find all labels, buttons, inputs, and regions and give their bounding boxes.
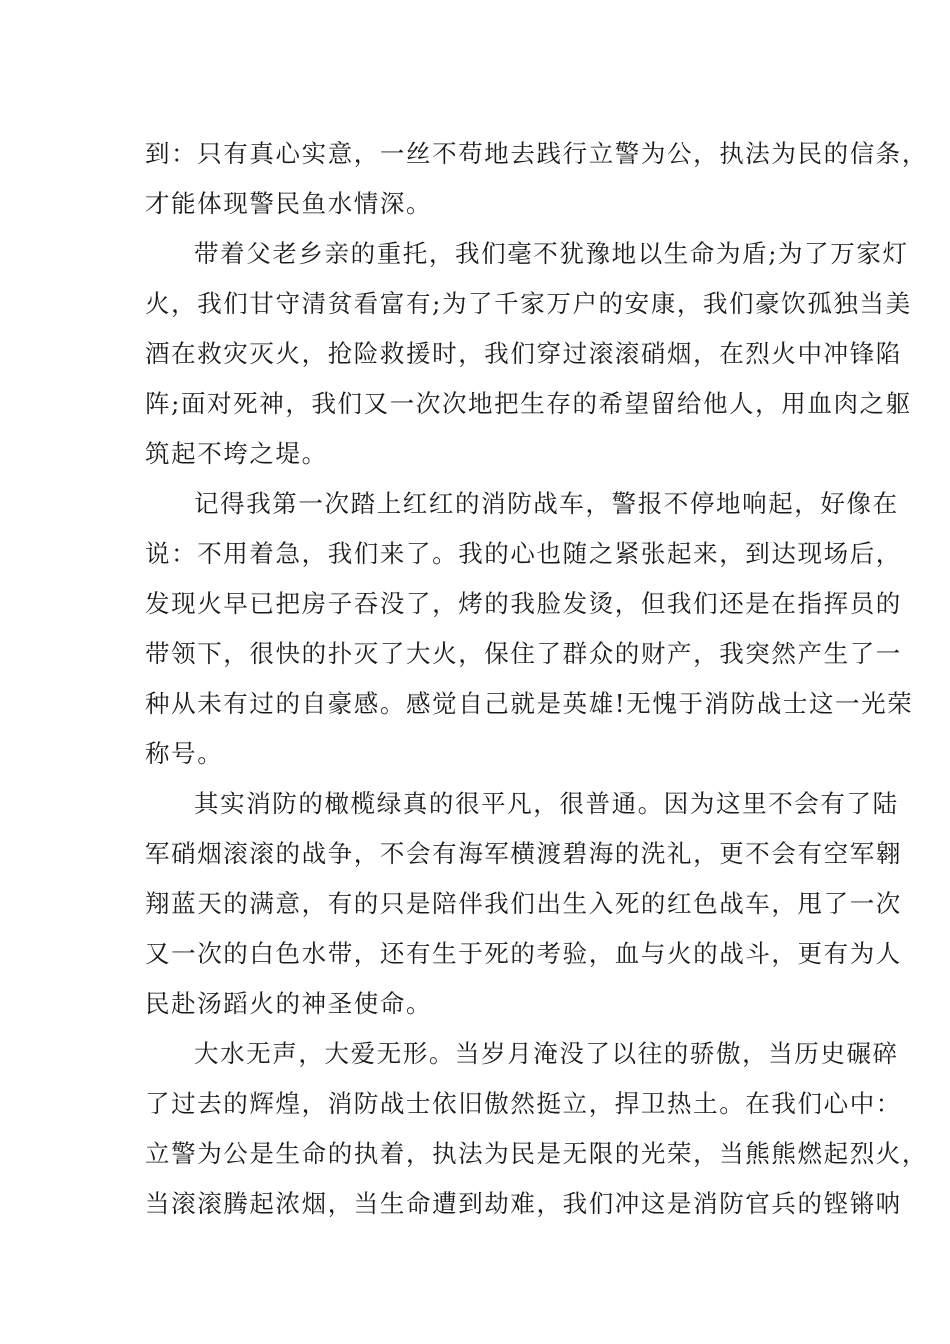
paragraph-2 <box>145 229 912 479</box>
text-line: 军硝烟滚滚的战争，不会有海军横渡碧海的洗礼，更不会有空军翱 <box>145 839 902 868</box>
text-line: 才能体现警民鱼水情深。 <box>145 189 433 218</box>
text-line: 记得我第一次踏上红红的消防战车，警报不停地响起，好像在 <box>194 489 899 518</box>
text-line: 种从未有过的自豪感。感觉自己就是英雄!无愧于消防战士这一光荣 <box>145 689 914 718</box>
text-line: 立警为公是生命的执着，执法为民是无限的光荣，当熊熊燃起烈火， <box>145 1139 928 1168</box>
text-line: 筑起不垮之堤。 <box>145 439 328 468</box>
text-line: 当滚滚腾起浓烟，当生命遭到劫难，我们冲这是消防官兵的铿锵呐 <box>145 1189 902 1218</box>
paragraph-5 <box>145 1029 928 1229</box>
text-line: 酒在救灾灭火，抢险救援时，我们穿过滚滚硝烟，在烈火中冲锋陷 <box>145 339 902 368</box>
text-line: 大水无声，大爱无形。当岁月淹没了以往的骄傲，当历史碾碎 <box>194 1039 899 1068</box>
paragraph-3 <box>145 479 914 779</box>
text-line: 火，我们甘守清贫看富有;为了千家万户的安康，我们豪饮孤独当美 <box>145 289 912 318</box>
text-line: 其实消防的橄榄绿真的很平凡，很普通。因为这里不会有了陆 <box>194 789 899 818</box>
text-line: 带着父老乡亲的重托，我们毫不犹豫地以生命为盾;为了万家灯 <box>194 239 909 268</box>
text-line: 到：只有真心实意，一丝不苟地去践行立警为公，执法为民的信条， <box>145 139 928 168</box>
text-line: 民赴汤蹈火的神圣使命。 <box>145 989 433 1018</box>
text-line: 称号。 <box>145 739 224 768</box>
text-line: 带领下，很快的扑灭了大火，保住了群众的财产，我突然产生了一 <box>145 639 902 668</box>
paragraph-4 <box>145 779 902 1029</box>
paragraph-1 <box>145 129 928 229</box>
text-line: 说：不用着急，我们来了。我的心也随之紧张起来，到达现场后， <box>145 539 902 568</box>
text-line: 又一次的白色水带，还有生于死的考验，血与火的战斗，更有为人 <box>145 939 902 968</box>
document-body <box>145 129 928 1229</box>
text-line: 翔蓝天的满意，有的只是陪伴我们出生入死的红色战车，甩了一次 <box>145 889 902 918</box>
text-line: 发现火早已把房子吞没了，烤的我脸发烫，但我们还是在指挥员的 <box>145 589 902 618</box>
text-line: 了过去的辉煌，消防战士依旧傲然挺立，捍卫热土。在我们心中： <box>145 1089 902 1118</box>
text-line: 阵;面对死神，我们又一次次地把生存的希望留给他人，用血肉之躯 <box>145 389 912 418</box>
